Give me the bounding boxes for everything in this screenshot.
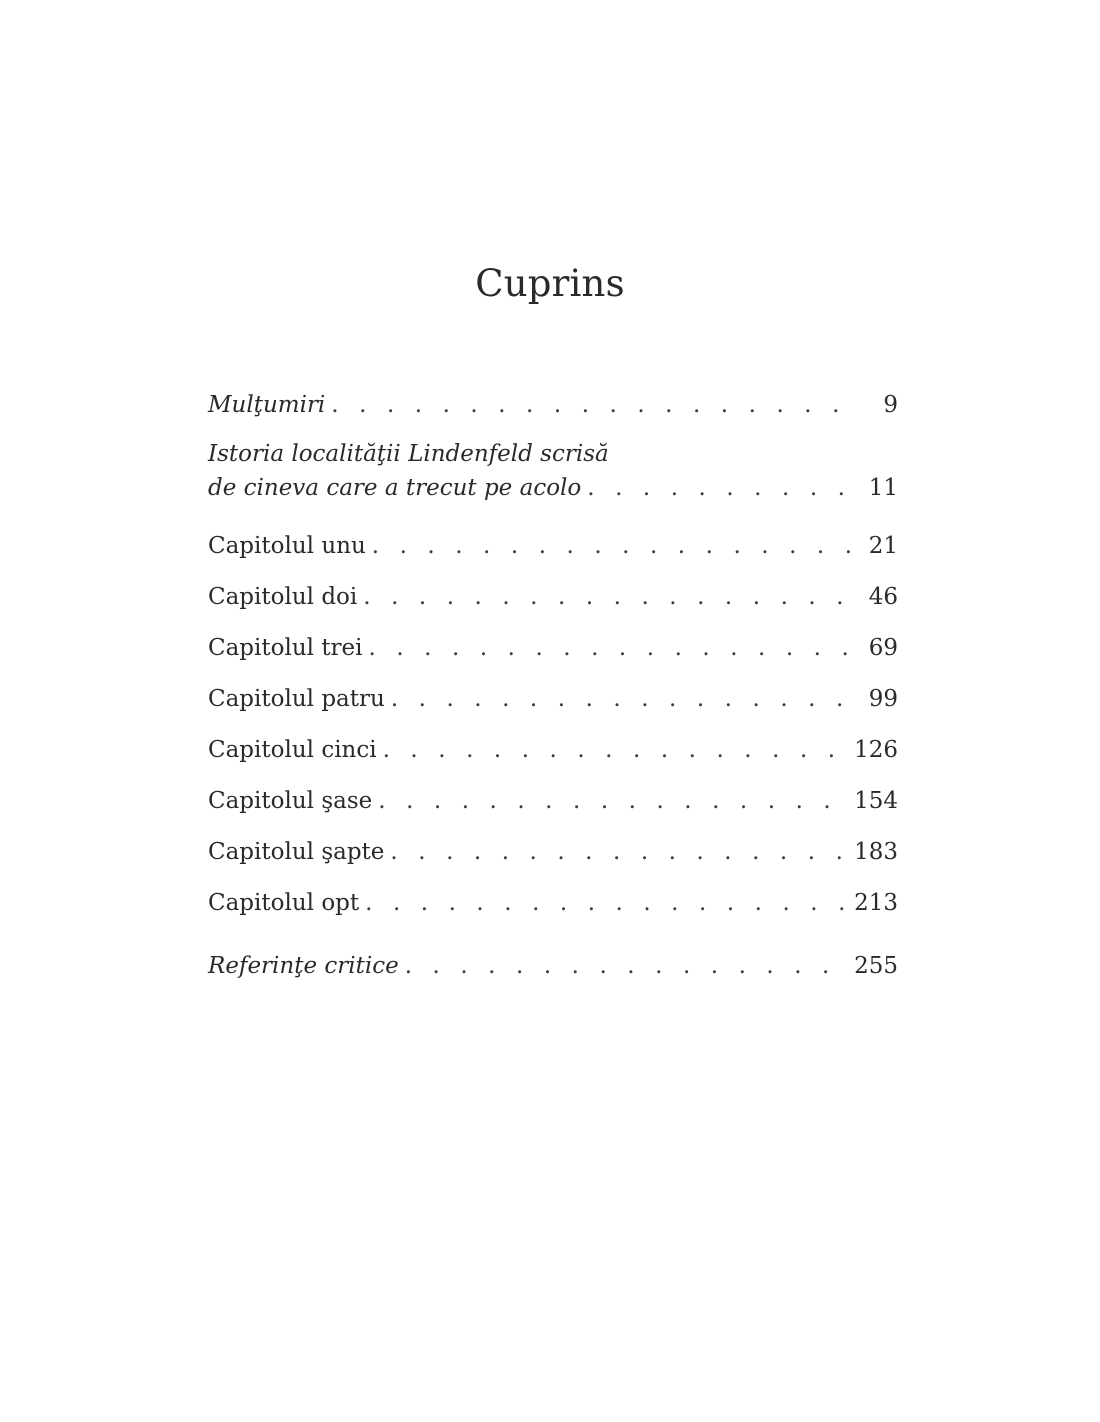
toc-entry-page: 69 bbox=[868, 635, 898, 661]
toc-entry-line bbox=[208, 886, 898, 920]
dot-leader bbox=[363, 580, 852, 614]
toc-entry-line bbox=[208, 733, 898, 767]
toc-entry-title: Capitolul şapte bbox=[208, 839, 385, 865]
toc-entry-chapter-6 bbox=[208, 784, 898, 818]
toc-entry-title: Capitolul opt bbox=[208, 890, 360, 916]
toc-entry-title: Mulţumiri bbox=[208, 392, 326, 418]
toc-entry-page: 9 bbox=[883, 392, 898, 418]
toc-entry-title-line2: de cineva care a trecut pe acolo bbox=[208, 475, 582, 501]
toc-entry-page: 21 bbox=[868, 533, 898, 559]
toc-entry-title: Capitolul trei bbox=[208, 635, 363, 661]
dot-leader bbox=[405, 949, 846, 983]
toc-entry-critical-references bbox=[208, 949, 898, 983]
toc-entry-line bbox=[208, 471, 898, 505]
toc-entry-title: Capitolul unu bbox=[208, 533, 366, 559]
toc-entry-page: 99 bbox=[868, 686, 898, 712]
toc-entry-history bbox=[208, 437, 898, 505]
dot-leader bbox=[372, 529, 852, 563]
toc-entry-page: 255 bbox=[854, 953, 898, 979]
toc-entry-page: 126 bbox=[854, 737, 898, 763]
dot-leader bbox=[378, 784, 846, 818]
toc-entry-title: Capitolul şase bbox=[208, 788, 373, 814]
toc-entry-page: 154 bbox=[854, 788, 898, 814]
toc-entry-chapter-2 bbox=[208, 580, 898, 614]
dot-leader bbox=[391, 682, 852, 716]
dot-leader bbox=[383, 733, 846, 767]
toc-entry-acknowledgements bbox=[208, 388, 898, 422]
toc-entry-line bbox=[208, 949, 898, 983]
toc-entry-chapter-3 bbox=[208, 631, 898, 665]
toc-entry-chapter-7 bbox=[208, 835, 898, 869]
dot-leader bbox=[587, 471, 852, 505]
toc-entry-chapter-8 bbox=[208, 886, 898, 920]
toc-entry-title: Referinţe critice bbox=[208, 953, 399, 979]
toc-entry-line bbox=[208, 835, 898, 869]
toc-entry-title: Capitolul doi bbox=[208, 584, 358, 610]
toc-entry-line bbox=[208, 529, 898, 563]
toc-entry-page: 183 bbox=[854, 839, 898, 865]
toc-entry-page: 46 bbox=[868, 584, 898, 610]
toc-entry-line bbox=[208, 682, 898, 716]
dot-leader bbox=[331, 388, 852, 422]
toc-entry-line bbox=[208, 631, 898, 665]
toc-entry-chapter-1 bbox=[208, 529, 898, 563]
toc-entry-title-line1: Istoria localităţii Lindenfeld scrisă bbox=[208, 441, 609, 467]
dot-leader bbox=[365, 886, 846, 920]
page-title: Cuprins bbox=[475, 262, 625, 305]
toc-entry-page: 213 bbox=[854, 890, 898, 916]
toc-entry-title: Capitolul cinci bbox=[208, 737, 377, 763]
toc-entry-title: Capitolul patru bbox=[208, 686, 385, 712]
toc-entry-chapter-4 bbox=[208, 682, 898, 716]
toc-entry-line bbox=[208, 388, 898, 422]
table-of-contents bbox=[208, 0, 898, 1422]
toc-entry-page: 11 bbox=[868, 475, 898, 501]
toc-entry-line bbox=[208, 784, 898, 818]
dot-leader bbox=[369, 631, 852, 665]
dot-leader bbox=[390, 835, 846, 869]
toc-entry-line bbox=[208, 580, 898, 614]
toc-entry-chapter-5 bbox=[208, 733, 898, 767]
